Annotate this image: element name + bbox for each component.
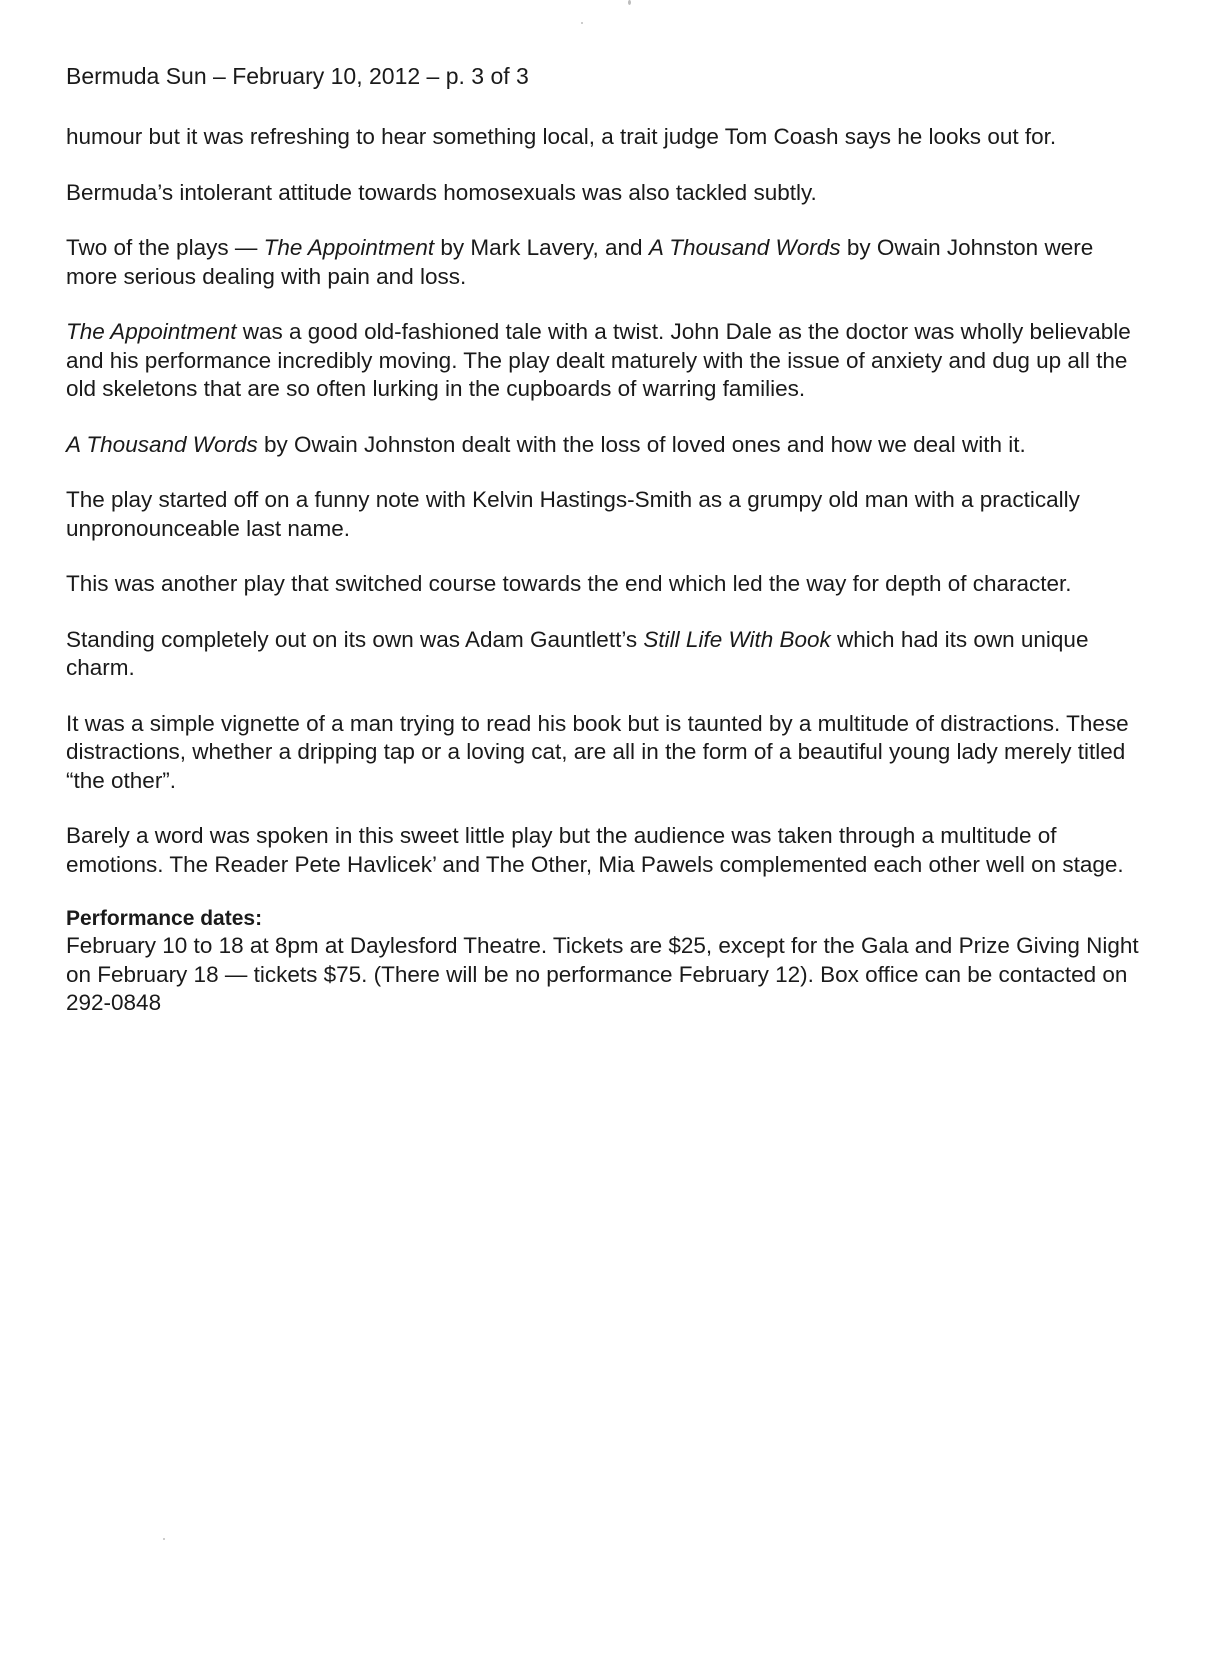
article-paragraph bbox=[66, 710, 1146, 796]
scan-speck bbox=[628, 0, 631, 5]
paragraph-text: Bermuda’s intolerant attitude towards homosexuals was also tackled subtly. bbox=[66, 179, 817, 205]
article-paragraph bbox=[66, 431, 1146, 460]
play-title: A Thousand Words bbox=[648, 235, 841, 260]
article-paragraph bbox=[66, 179, 1146, 208]
paragraph-text: by Owain Johnston were more serious dealing with pain and loss. bbox=[66, 235, 1094, 289]
paragraph-text: by Owain Johnston dealt with the loss of loved ones and how we deal with it. bbox=[257, 431, 1026, 457]
paragraph-text: was a good old-fashioned tale with a twist. John Dale as the doctor was wholly believable and his performance incredibly moving. The play dealt maturely with the issue of anxiety and dug up all the old skeletons that are so often lurking in the cupboards of warring families. bbox=[66, 319, 1131, 401]
paragraph-text: humour but it was refreshing to hear something local, a trait judge Tom Coash says he looks out for. bbox=[66, 124, 1057, 149]
article-paragraph bbox=[66, 570, 1146, 599]
paragraph-text: It was a simple vignette of a man trying to read his book but is taunted by a multitude of distractions. These distractions, whether a dripping tap or a loving cat, are all in the form of a beautiful young lady merely titled “the other”. bbox=[66, 710, 1129, 793]
scan-speck bbox=[581, 22, 583, 24]
paragraph-text: which had its own unique charm. bbox=[66, 626, 1089, 680]
paragraph-text: Barely a word was spoken in this sweet little play but the audience was taken through a multitude of emotions. The Reader Pete Havlicek’ and The Other, Mia Pawels complemented each other well on stage. bbox=[66, 823, 1124, 877]
paragraph-text: The play started off on a funny note with Kelvin Hastings-Smith as a grumpy old man with a practically unpronounceable last name. bbox=[66, 487, 1080, 541]
paragraph-text: Two of the plays — bbox=[66, 235, 264, 260]
performance-details: February 10 to 18 at 8pm at Daylesford Theatre. Tickets are $25, except for the Gala and Prize Giving Night on February 18 — tickets $75. (There will be no performance February 12). Box office can be contacted on 292-0848 bbox=[66, 933, 1139, 1015]
play-title: A Thousand Words bbox=[66, 431, 258, 457]
play-title: Still Life With Book bbox=[643, 626, 831, 652]
article-paragraph bbox=[66, 123, 1146, 152]
article-paragraph bbox=[66, 626, 1146, 683]
article-paragraph bbox=[66, 318, 1146, 404]
paragraph-text: by Mark Lavery, and bbox=[434, 235, 649, 260]
performance-section bbox=[66, 906, 1146, 1018]
article-paragraph bbox=[66, 486, 1146, 543]
article-paragraphs bbox=[66, 123, 1146, 879]
paragraph-text: This was another play that switched course towards the end which led the way for depth of character. bbox=[66, 571, 1072, 596]
paragraph-text: Standing completely out on its own was Adam Gauntlett’s bbox=[66, 626, 644, 652]
article-paragraph bbox=[66, 822, 1146, 879]
play-title: The Appointment bbox=[263, 235, 435, 260]
scan-speck bbox=[163, 1538, 165, 1540]
article-paragraph bbox=[66, 234, 1146, 291]
page-header-dateline: Bermuda Sun – February 10, 2012 – p. 3 of 3 bbox=[66, 63, 529, 89]
article-body bbox=[66, 123, 1146, 1018]
performance-heading: Performance dates: bbox=[66, 907, 263, 930]
play-title: The Appointment bbox=[66, 319, 237, 344]
